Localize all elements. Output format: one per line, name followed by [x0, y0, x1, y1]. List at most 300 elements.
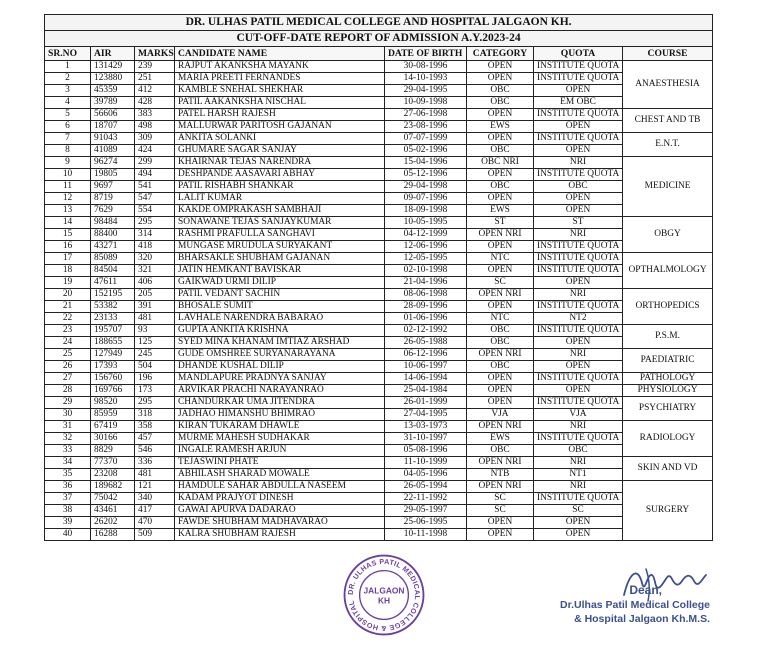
- cell-sr-no: 17: [45, 253, 91, 265]
- cell-category: OPEN NRI: [467, 289, 534, 301]
- admission-table: [44, 14, 713, 541]
- cell-candidate-name: MALLURWAR PARITOSH GAJANAN: [175, 121, 385, 133]
- cell-marks: 121: [135, 481, 175, 493]
- cell-sr-no: 11: [45, 181, 91, 193]
- cell-course: PSYCHIATRY: [623, 397, 713, 421]
- cell-air: 7629: [91, 205, 135, 217]
- cell-marks: 546: [135, 445, 175, 457]
- cell-sr-no: 9: [45, 157, 91, 169]
- header-course: COURSE: [623, 47, 713, 61]
- cell-marks: 295: [135, 217, 175, 229]
- cell-marks: 295: [135, 397, 175, 409]
- header-quota: QUOTA: [534, 47, 623, 61]
- cell-air: 30166: [91, 433, 135, 445]
- cell-candidate-name: LAVHALE NARENDRA BABARAO: [175, 313, 385, 325]
- table-row: [45, 229, 713, 241]
- cell-candidate-name: MARIA PREETI FERNANDES: [175, 73, 385, 85]
- cell-date-of-birth: 06-12-1996: [385, 349, 467, 361]
- cell-quota: OPEN: [534, 277, 623, 289]
- cell-date-of-birth: 01-06-1996: [385, 313, 467, 325]
- cell-sr-no: 36: [45, 481, 91, 493]
- cell-course: OBGY: [623, 217, 713, 253]
- cell-marks: 541: [135, 181, 175, 193]
- cell-category: OPEN: [467, 109, 534, 121]
- cell-quota: INSTITUTE QUOTA: [534, 169, 623, 181]
- cell-air: 85089: [91, 253, 135, 265]
- table-row: [45, 517, 713, 529]
- cell-category: OPEN: [467, 397, 534, 409]
- cell-quota: OPEN: [534, 145, 623, 157]
- cell-candidate-name: JADHAO HIMANSHU BHIMRAO: [175, 409, 385, 421]
- table-row: [45, 109, 713, 121]
- table-row: [45, 241, 713, 253]
- cell-category: OPEN: [467, 169, 534, 181]
- cell-candidate-name: MURME MAHESH SUDHAKAR: [175, 433, 385, 445]
- cell-marks: 498: [135, 121, 175, 133]
- cell-date-of-birth: 02-12-1992: [385, 325, 467, 337]
- cell-marks: 412: [135, 85, 175, 97]
- cell-marks: 93: [135, 325, 175, 337]
- cell-date-of-birth: 08-06-1998: [385, 289, 467, 301]
- cell-date-of-birth: 04-05-1996: [385, 469, 467, 481]
- cell-category: OPEN: [467, 529, 534, 541]
- seal-center-line2: KH: [377, 595, 391, 606]
- cell-sr-no: 27: [45, 373, 91, 385]
- cell-marks: 318: [135, 409, 175, 421]
- cell-marks: 481: [135, 313, 175, 325]
- cell-quota: NRI: [534, 457, 623, 469]
- cell-sr-no: 1: [45, 61, 91, 73]
- cell-air: 67419: [91, 421, 135, 433]
- cell-category: OBC: [467, 181, 534, 193]
- cell-air: 127949: [91, 349, 135, 361]
- cell-sr-no: 28: [45, 385, 91, 397]
- cell-marks: 196: [135, 373, 175, 385]
- table-row: [45, 253, 713, 265]
- table-row: [45, 361, 713, 373]
- table-row: [45, 433, 713, 445]
- cell-candidate-name: KADAM PRAJYOT DINESH: [175, 493, 385, 505]
- header-air: AIR: [91, 47, 135, 61]
- table-row: [45, 61, 713, 73]
- cell-quota: NRI: [534, 349, 623, 361]
- table-row: [45, 145, 713, 157]
- table-row: [45, 469, 713, 481]
- cell-air: 91043: [91, 133, 135, 145]
- cell-marks: 470: [135, 517, 175, 529]
- cell-course: RADIOLOGY: [623, 421, 713, 457]
- cell-course: SURGERY: [623, 481, 713, 541]
- cell-air: 9697: [91, 181, 135, 193]
- cell-air: 152195: [91, 289, 135, 301]
- cell-date-of-birth: 27-04-1995: [385, 409, 467, 421]
- cell-air: 39789: [91, 97, 135, 109]
- table-row: [45, 493, 713, 505]
- cell-quota: OPEN: [534, 361, 623, 373]
- cell-candidate-name: KAMBLE SNEHAL SHEKHAR: [175, 85, 385, 97]
- cell-quota: INSTITUTE QUOTA: [534, 133, 623, 145]
- table-row: [45, 301, 713, 313]
- cell-marks: 251: [135, 73, 175, 85]
- cell-category: EWS: [467, 121, 534, 133]
- cell-marks: 320: [135, 253, 175, 265]
- cell-category: EWS: [467, 433, 534, 445]
- table-row: [45, 193, 713, 205]
- cell-category: OPEN NRI: [467, 481, 534, 493]
- seal-center-line1: JALGAON: [363, 585, 405, 596]
- cell-course: SKIN AND VD: [623, 457, 713, 481]
- cell-air: 17393: [91, 361, 135, 373]
- cell-marks: 205: [135, 289, 175, 301]
- cell-date-of-birth: 31-10-1997: [385, 433, 467, 445]
- cell-quota: VJA: [534, 409, 623, 421]
- cell-sr-no: 33: [45, 445, 91, 457]
- cell-sr-no: 19: [45, 277, 91, 289]
- cell-date-of-birth: 10-05-1995: [385, 217, 467, 229]
- cell-quota: OPEN: [534, 121, 623, 133]
- table-row: [45, 265, 713, 277]
- table-row: [45, 97, 713, 109]
- cell-date-of-birth: 22-11-1992: [385, 493, 467, 505]
- cell-candidate-name: HAMDULE SAHAR ABDULLA NASEEM: [175, 481, 385, 493]
- cell-candidate-name: ARVIKAR PRACHI NARAYANRAO: [175, 385, 385, 397]
- dean-line-2: & Hospital Jalgaon Kh.M.S.: [574, 613, 710, 625]
- table-row: [45, 421, 713, 433]
- cell-sr-no: 7: [45, 133, 91, 145]
- cell-marks: 340: [135, 493, 175, 505]
- cell-sr-no: 16: [45, 241, 91, 253]
- header-category: CATEGORY: [467, 47, 534, 61]
- cell-category: OPEN NRI: [467, 457, 534, 469]
- cell-air: 41089: [91, 145, 135, 157]
- cell-course: CHEST AND TB: [623, 109, 713, 133]
- cell-category: VJA: [467, 409, 534, 421]
- cell-quota: NRI: [534, 421, 623, 433]
- cell-sr-no: 23: [45, 325, 91, 337]
- cell-category: OPEN: [467, 133, 534, 145]
- cell-sr-no: 8: [45, 145, 91, 157]
- table-row: [45, 217, 713, 229]
- cell-candidate-name: PATIL AAKANKSHA NISCHAL: [175, 97, 385, 109]
- cell-category: OPEN: [467, 241, 534, 253]
- cell-marks: 391: [135, 301, 175, 313]
- cell-sr-no: 22: [45, 313, 91, 325]
- table-row: [45, 277, 713, 289]
- cell-category: OPEN: [467, 193, 534, 205]
- cell-candidate-name: RASHMI PRAFULLA SANGHAVI: [175, 229, 385, 241]
- cell-sr-no: 6: [45, 121, 91, 133]
- cell-category: OBC: [467, 97, 534, 109]
- cell-candidate-name: SYED MINA KHANAM IMTIAZ ARSHAD: [175, 337, 385, 349]
- cell-candidate-name: PATEL HARSH RAJESH: [175, 109, 385, 121]
- cell-quota: SC: [534, 505, 623, 517]
- cell-quota: OPEN: [534, 517, 623, 529]
- header-marks: MARKS: [135, 47, 175, 61]
- cell-date-of-birth: 12-06-1996: [385, 241, 467, 253]
- cell-quota: OPEN: [534, 205, 623, 217]
- table-body: [45, 61, 713, 541]
- cell-candidate-name: MUNGASE MRUDULA SURYAKANT: [175, 241, 385, 253]
- cell-quota: INSTITUTE QUOTA: [534, 109, 623, 121]
- cell-quota: INSTITUTE QUOTA: [534, 433, 623, 445]
- cell-date-of-birth: 10-06-1997: [385, 361, 467, 373]
- cell-course: OPTHALMOLOGY: [623, 253, 713, 289]
- cell-marks: 509: [135, 529, 175, 541]
- table-row: [45, 289, 713, 301]
- cell-sr-no: 4: [45, 97, 91, 109]
- cell-air: 77370: [91, 457, 135, 469]
- cell-sr-no: 26: [45, 361, 91, 373]
- cell-category: NTC: [467, 253, 534, 265]
- cell-candidate-name: BHOSALE SUMIT: [175, 301, 385, 313]
- cell-date-of-birth: 30-08-1996: [385, 61, 467, 73]
- table-row: [45, 73, 713, 85]
- cell-course: P.S.M.: [623, 325, 713, 349]
- cell-candidate-name: CHANDURKAR UMA JITENDRA: [175, 397, 385, 409]
- cell-quota: INSTITUTE QUOTA: [534, 325, 623, 337]
- cell-marks: 547: [135, 193, 175, 205]
- cell-air: 96274: [91, 157, 135, 169]
- cell-course: ORTHOPEDICS: [623, 289, 713, 325]
- cell-date-of-birth: 14-06-1994: [385, 373, 467, 385]
- cell-quota: INSTITUTE QUOTA: [534, 301, 623, 313]
- cell-category: OPEN: [467, 373, 534, 385]
- cell-marks: 358: [135, 421, 175, 433]
- cell-candidate-name: FAWDE SHUBHAM MADHAVARAO: [175, 517, 385, 529]
- cell-air: 8829: [91, 445, 135, 457]
- table-row: [45, 481, 713, 493]
- cell-candidate-name: SONAWANE TEJAS SANJAYKUMAR: [175, 217, 385, 229]
- cell-marks: 494: [135, 169, 175, 181]
- cell-date-of-birth: 05-02-1996: [385, 145, 467, 157]
- cell-course: PATHOLOGY: [623, 373, 713, 385]
- cell-marks: 554: [135, 205, 175, 217]
- cell-candidate-name: LALIT KUMAR: [175, 193, 385, 205]
- cell-air: 23133: [91, 313, 135, 325]
- cell-air: 98484: [91, 217, 135, 229]
- cell-course: PAEDIATRIC: [623, 349, 713, 373]
- cell-candidate-name: INGALE RAMESH ARJUN: [175, 445, 385, 457]
- cell-sr-no: 32: [45, 433, 91, 445]
- cell-air: 123880: [91, 73, 135, 85]
- cell-candidate-name: JATIN HEMKANT BAVISKAR: [175, 265, 385, 277]
- cell-sr-no: 3: [45, 85, 91, 97]
- cell-date-of-birth: 27-06-1998: [385, 109, 467, 121]
- cell-date-of-birth: 05-08-1996: [385, 445, 467, 457]
- table-row: [45, 457, 713, 469]
- cell-date-of-birth: 26-05-1988: [385, 337, 467, 349]
- cell-sr-no: 35: [45, 469, 91, 481]
- header-date-of-birth: DATE OF BIRTH: [385, 47, 467, 61]
- cell-quota: ST: [534, 217, 623, 229]
- cell-date-of-birth: 29-05-1997: [385, 505, 467, 517]
- cell-candidate-name: RAJPUT AKANKSHA MAYANK: [175, 61, 385, 73]
- cell-marks: 309: [135, 133, 175, 145]
- cell-air: 47611: [91, 277, 135, 289]
- cell-quota: EM OBC: [534, 97, 623, 109]
- cell-air: 169766: [91, 385, 135, 397]
- cell-date-of-birth: 10-11-1998: [385, 529, 467, 541]
- cell-air: 18707: [91, 121, 135, 133]
- cell-quota: INSTITUTE QUOTA: [534, 265, 623, 277]
- cell-air: 43271: [91, 241, 135, 253]
- table-row: [45, 397, 713, 409]
- report-subtitle: CUT-OFF-DATE REPORT OF ADMISSION A.Y.2023-24: [45, 31, 713, 47]
- cell-date-of-birth: 18-09-1998: [385, 205, 467, 217]
- cell-category: OBC: [467, 361, 534, 373]
- cell-air: 19805: [91, 169, 135, 181]
- cell-candidate-name: GUPTA ANKITA KRISHNA: [175, 325, 385, 337]
- table-row: [45, 445, 713, 457]
- cell-sr-no: 29: [45, 397, 91, 409]
- cell-quota: INSTITUTE QUOTA: [534, 253, 623, 265]
- table-row: [45, 373, 713, 385]
- table-row: [45, 505, 713, 517]
- cell-sr-no: 12: [45, 193, 91, 205]
- cell-air: 16288: [91, 529, 135, 541]
- cell-quota: NRI: [534, 157, 623, 169]
- cell-quota: OBC: [534, 445, 623, 457]
- cell-marks: 406: [135, 277, 175, 289]
- cell-sr-no: 18: [45, 265, 91, 277]
- cell-candidate-name: ANKITA SOLANKI: [175, 133, 385, 145]
- cell-candidate-name: KAKDE OMPRAKASH SAMBHAJI: [175, 205, 385, 217]
- cell-marks: 424: [135, 145, 175, 157]
- cell-category: OBC: [467, 445, 534, 457]
- table-row: [45, 85, 713, 97]
- table-row: [45, 385, 713, 397]
- cell-sr-no: 2: [45, 73, 91, 85]
- cell-quota: NT2: [534, 313, 623, 325]
- cell-date-of-birth: 13-03-1973: [385, 421, 467, 433]
- cell-air: 26202: [91, 517, 135, 529]
- cell-sr-no: 37: [45, 493, 91, 505]
- cell-quota: OPEN: [534, 529, 623, 541]
- cell-date-of-birth: 11-10-1999: [385, 457, 467, 469]
- cell-category: ST: [467, 217, 534, 229]
- cell-date-of-birth: 09-07-1996: [385, 193, 467, 205]
- cell-sr-no: 14: [45, 217, 91, 229]
- cell-candidate-name: DESHPANDE AASAVARI ABHAY: [175, 169, 385, 181]
- cell-sr-no: 38: [45, 505, 91, 517]
- cell-date-of-birth: 02-10-1998: [385, 265, 467, 277]
- cell-date-of-birth: 25-06-1995: [385, 517, 467, 529]
- cell-sr-no: 10: [45, 169, 91, 181]
- cell-air: 45359: [91, 85, 135, 97]
- table-row: [45, 409, 713, 421]
- cell-category: OPEN NRI: [467, 421, 534, 433]
- table-row: [45, 169, 713, 181]
- cell-category: SC: [467, 493, 534, 505]
- cell-category: OBC NRI: [467, 157, 534, 169]
- college-seal: [342, 553, 426, 637]
- cell-sr-no: 13: [45, 205, 91, 217]
- cell-course: MEDICINE: [623, 157, 713, 217]
- cell-quota: INSTITUTE QUOTA: [534, 493, 623, 505]
- cell-marks: 239: [135, 61, 175, 73]
- cell-sr-no: 31: [45, 421, 91, 433]
- cell-date-of-birth: 25-04-1984: [385, 385, 467, 397]
- cell-air: 88400: [91, 229, 135, 241]
- dean-line-1: Dr.Ulhas Patil Medical College: [560, 599, 710, 611]
- cell-sr-no: 30: [45, 409, 91, 421]
- cell-date-of-birth: 29-04-1998: [385, 181, 467, 193]
- cell-marks: 245: [135, 349, 175, 361]
- cell-marks: 428: [135, 97, 175, 109]
- dean-signature-block: [510, 583, 710, 625]
- table-row: [45, 337, 713, 349]
- cell-quota: NRI: [534, 229, 623, 241]
- cell-date-of-birth: 07-07-1999: [385, 133, 467, 145]
- cell-candidate-name: KIRAN TUKARAM DHAWLE: [175, 421, 385, 433]
- cell-category: OPEN: [467, 517, 534, 529]
- cell-category: NTC: [467, 313, 534, 325]
- cell-air: 84504: [91, 265, 135, 277]
- cell-candidate-name: TEJASWINI PHATE: [175, 457, 385, 469]
- dean-title: Dean,: [629, 583, 662, 597]
- cell-date-of-birth: 29-04-1995: [385, 85, 467, 97]
- cell-date-of-birth: 14-10-1993: [385, 73, 467, 85]
- cell-candidate-name: GHUMARE SAGAR SANJAY: [175, 145, 385, 157]
- cell-air: 56606: [91, 109, 135, 121]
- cell-air: 75042: [91, 493, 135, 505]
- cell-marks: 481: [135, 469, 175, 481]
- cell-quota: NRI: [534, 289, 623, 301]
- cell-air: 53382: [91, 301, 135, 313]
- cell-marks: 418: [135, 241, 175, 253]
- cell-date-of-birth: 26-05-1994: [385, 481, 467, 493]
- cell-air: 156760: [91, 373, 135, 385]
- cell-quota: OPEN: [534, 385, 623, 397]
- cell-quota: NT1: [534, 469, 623, 481]
- cell-category: OBC: [467, 337, 534, 349]
- cell-candidate-name: BHARSAKLE SHUBHAM GAJANAN: [175, 253, 385, 265]
- cell-candidate-name: MANDLAPURE PRADNYA SANJAY: [175, 373, 385, 385]
- cell-quota: INSTITUTE QUOTA: [534, 241, 623, 253]
- cell-sr-no: 15: [45, 229, 91, 241]
- cell-marks: 125: [135, 337, 175, 349]
- seal-outer-text: DR. ULHAS PATIL MEDICAL COLLEGE & HOSPITAL: [346, 557, 422, 633]
- table-row: [45, 313, 713, 325]
- cell-marks: 336: [135, 457, 175, 469]
- cell-category: OPEN NRI: [467, 349, 534, 361]
- cell-sr-no: 40: [45, 529, 91, 541]
- table-row: [45, 205, 713, 217]
- table-row: [45, 349, 713, 361]
- cell-quota: OPEN: [534, 193, 623, 205]
- cell-date-of-birth: 05-12-1996: [385, 169, 467, 181]
- cell-candidate-name: PATIL RISHABH SHANKAR: [175, 181, 385, 193]
- cell-marks: 321: [135, 265, 175, 277]
- cell-air: 98520: [91, 397, 135, 409]
- cell-sr-no: 5: [45, 109, 91, 121]
- cell-category: OPEN: [467, 301, 534, 313]
- cell-marks: 457: [135, 433, 175, 445]
- cell-air: 189682: [91, 481, 135, 493]
- cell-category: SC: [467, 505, 534, 517]
- cell-quota: NRI: [534, 481, 623, 493]
- cell-date-of-birth: 21-04-1996: [385, 277, 467, 289]
- cell-date-of-birth: 28-09-1996: [385, 301, 467, 313]
- cell-quota: INSTITUTE QUOTA: [534, 397, 623, 409]
- cell-category: OBC: [467, 85, 534, 97]
- cell-marks: 173: [135, 385, 175, 397]
- cell-course: ANAESTHESIA: [623, 61, 713, 109]
- cell-quota: OPEN: [534, 85, 623, 97]
- cell-air: 23208: [91, 469, 135, 481]
- table-row: [45, 181, 713, 193]
- cell-marks: 504: [135, 361, 175, 373]
